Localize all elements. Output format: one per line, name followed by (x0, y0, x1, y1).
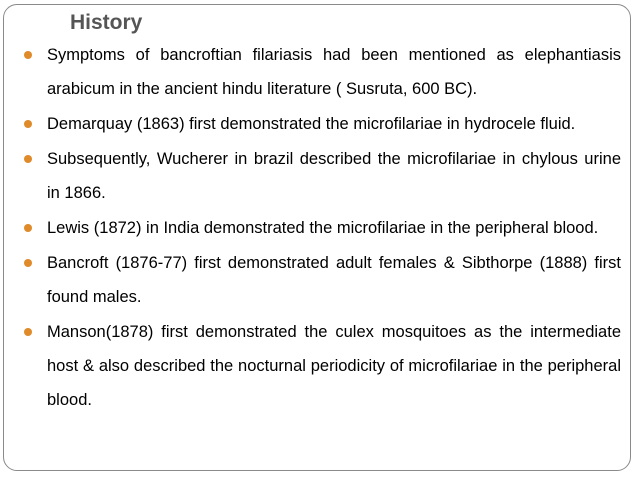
bullet-dot-icon (24, 155, 32, 163)
bullet-text: Demarquay (1863) first demonstrated the microfilariae in hydrocele fluid. (47, 115, 576, 133)
bullet-dot-icon (24, 259, 32, 267)
bullet-text: Lewis (1872) in India demonstrated the microfilariae in the peripheral blood. (47, 219, 599, 237)
bullet-item (24, 246, 621, 314)
bullet-item (24, 142, 621, 210)
bullet-item (24, 107, 621, 141)
slide-title: History (70, 11, 143, 34)
bullet-dot-icon (24, 328, 32, 336)
bullet-dot-icon (24, 51, 32, 59)
bullet-dot-icon (24, 224, 32, 232)
bullet-list (24, 38, 621, 418)
bullet-text: Bancroft (1876-77) first demonstrated adult females & Sibthorpe (1888) first found males. (47, 254, 621, 306)
bullet-item (24, 211, 621, 245)
bullet-text: Symptoms of bancroftian filariasis had been mentioned as elephantiasis arabicum in the ancient hindu literature ( Susruta, 600 BC). (47, 46, 621, 98)
bullet-item (24, 38, 621, 106)
bullet-item (24, 315, 621, 417)
bullet-dot-icon (24, 120, 32, 128)
bullet-text: Subsequently, Wucherer in brazil described the microfilariae in chylous urine in 1866. (47, 150, 621, 202)
bullet-text: Manson(1878) first demonstrated the culex mosquitoes as the intermediate host & also described the nocturnal periodicity of microfilariae in the peripheral blood. (47, 323, 621, 409)
